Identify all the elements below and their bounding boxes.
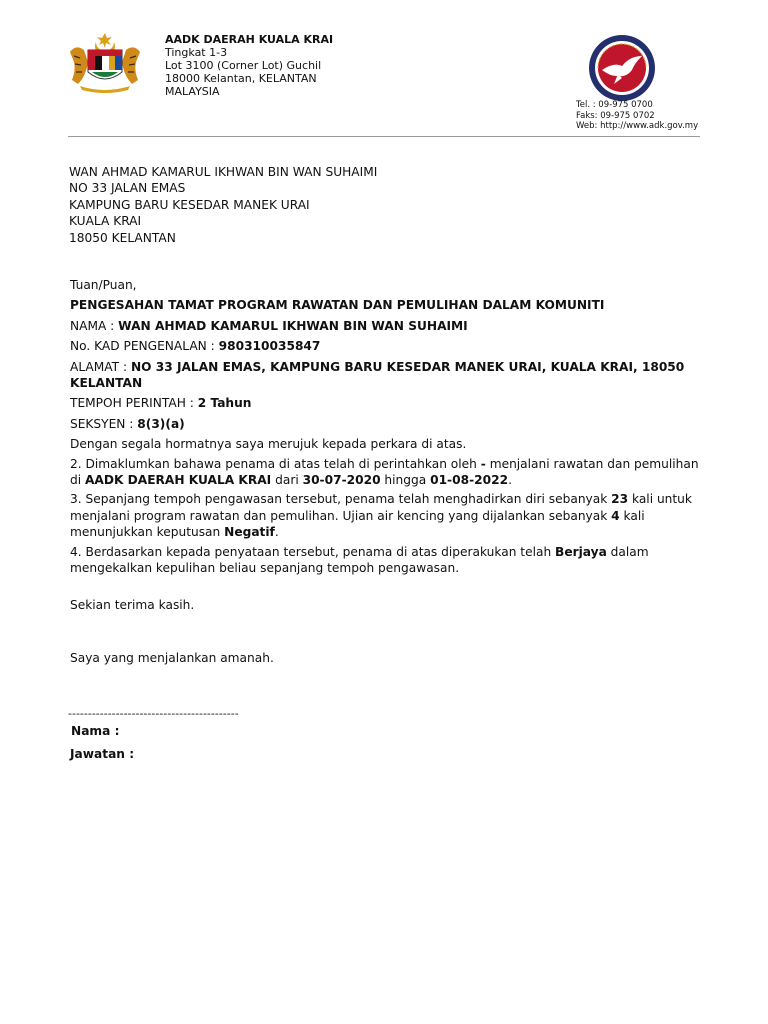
para3-text: . — [274, 525, 279, 540]
trust-statement: Saya yang menjalankan amanah. — [70, 650, 274, 665]
signature-position-label: Jawatan : — [70, 747, 135, 761]
org-address-line: Lot 3100 (Corner Lot) Guchil — [165, 59, 322, 72]
para3-attendance-count: 23 — [611, 492, 629, 507]
paragraph-1: Dengan segala hormatnya saya merujuk kepada perkara di atas. — [70, 437, 467, 452]
signature-name-label: Nama : — [71, 724, 120, 738]
coat-of-arms-icon — [66, 32, 144, 94]
telephone: Tel. : 09-975 0700 — [576, 100, 653, 110]
paragraph-3 — [70, 491, 710, 540]
para4-status: Berjaya — [555, 544, 607, 559]
signature-line: ------------------------------------------- — [68, 707, 239, 720]
para4-text: dalam mengekalkan kepulihan beliau sepanjang tempoh pengawasan. — [70, 544, 649, 576]
subject-heading: PENGESAHAN TAMAT PROGRAM RAWATAN DAN PEMULIHAN DALAM KOMUNITI — [70, 298, 605, 313]
ic-value: 980310035847 — [218, 339, 321, 354]
name-row — [70, 318, 710, 334]
para2-dash: - — [480, 456, 486, 471]
fax: Faks: 09-975 0702 — [576, 110, 655, 121]
section-row — [70, 416, 710, 432]
address-label: ALAMAT : — [70, 359, 131, 374]
ic-row — [70, 338, 710, 354]
order-row — [70, 395, 710, 411]
website: Web: http://www.adk.gov.my — [576, 121, 699, 131]
para3-text: 3. Sepanjang tempoh pengawasan tersebut, penama telah menghadirkan diri sebanyak — [70, 492, 612, 507]
name-value: WAN AHMAD KAMARUL IKHWAN BIN WAN SUHAIMI — [118, 318, 468, 333]
letter-body — [70, 277, 710, 666]
aadk-logo-icon — [588, 34, 656, 102]
para2-text: menjalani rawatan dan pemulihan di — [70, 456, 699, 488]
para2-text: hingga — [380, 473, 431, 488]
para2-text: 2. Dimaklumkan bahawa penama di atas telah di perintahkan oleh — [70, 456, 481, 471]
section-value: 8(3)(a) — [137, 416, 185, 431]
address-value: NO 33 JALAN EMAS, KAMPUNG BARU KESEDAR MANEK URAI, KUALA KRAI, 18050 KELANTAN — [70, 359, 685, 391]
section-label: SEKSYEN : — [70, 416, 138, 431]
organization-block — [165, 33, 333, 98]
org-address-line: MALAYSIA — [165, 85, 220, 98]
para3-text: kali menunjukkan keputusan — [70, 508, 645, 540]
para2-text: dari — [271, 473, 303, 488]
order-value: 2 Tahun — [197, 396, 252, 411]
salutation: Tuan/Puan, — [70, 278, 137, 292]
org-address-line: Tingkat 1-3 — [165, 46, 228, 59]
recipient-line: KAMPUNG BARU KESEDAR MANEK URAI — [69, 197, 310, 212]
para2-place: AADK DAERAH KUALA KRAI — [85, 473, 272, 488]
para2-to-date: 01-08-2022 — [430, 473, 509, 488]
recipient-line: KUALA KRAI — [69, 214, 142, 229]
para3-test-count: 4 — [611, 508, 620, 523]
recipient-line: NO 33 JALAN EMAS — [69, 181, 186, 196]
paragraph-2 — [70, 456, 710, 489]
contact-block — [576, 100, 698, 132]
para4-text: 4. Berdasarkan kepada penyataan tersebut, penama di atas diperakukan telah — [70, 544, 556, 559]
para2-from-date: 30-07-2020 — [302, 473, 381, 488]
ic-label: No. KAD PENGENALAN : — [70, 339, 219, 354]
recipient-line: 18050 KELANTAN — [69, 230, 176, 245]
closing: Sekian terima kasih. — [70, 597, 195, 612]
header-divider — [68, 136, 700, 137]
paragraph-4 — [70, 544, 710, 577]
recipient-address — [69, 164, 377, 246]
address-row — [70, 359, 710, 392]
org-name: AADK DAERAH KUALA KRAI — [165, 33, 334, 46]
para2-text: . — [508, 473, 512, 488]
name-label: NAMA : — [70, 318, 119, 333]
order-label: TEMPOH PERINTAH : — [70, 396, 198, 411]
para3-result: Negatif — [224, 525, 275, 540]
recipient-line: WAN AHMAD KAMARUL IKHWAN BIN WAN SUHAIMI — [69, 165, 378, 179]
org-address-line: 18000 Kelantan, KELANTAN — [165, 72, 317, 85]
para3-text: kali untuk menjalani program rawatan dan pemulihan. Ujian air kencing yang dijalankan sebanyak — [70, 492, 692, 523]
